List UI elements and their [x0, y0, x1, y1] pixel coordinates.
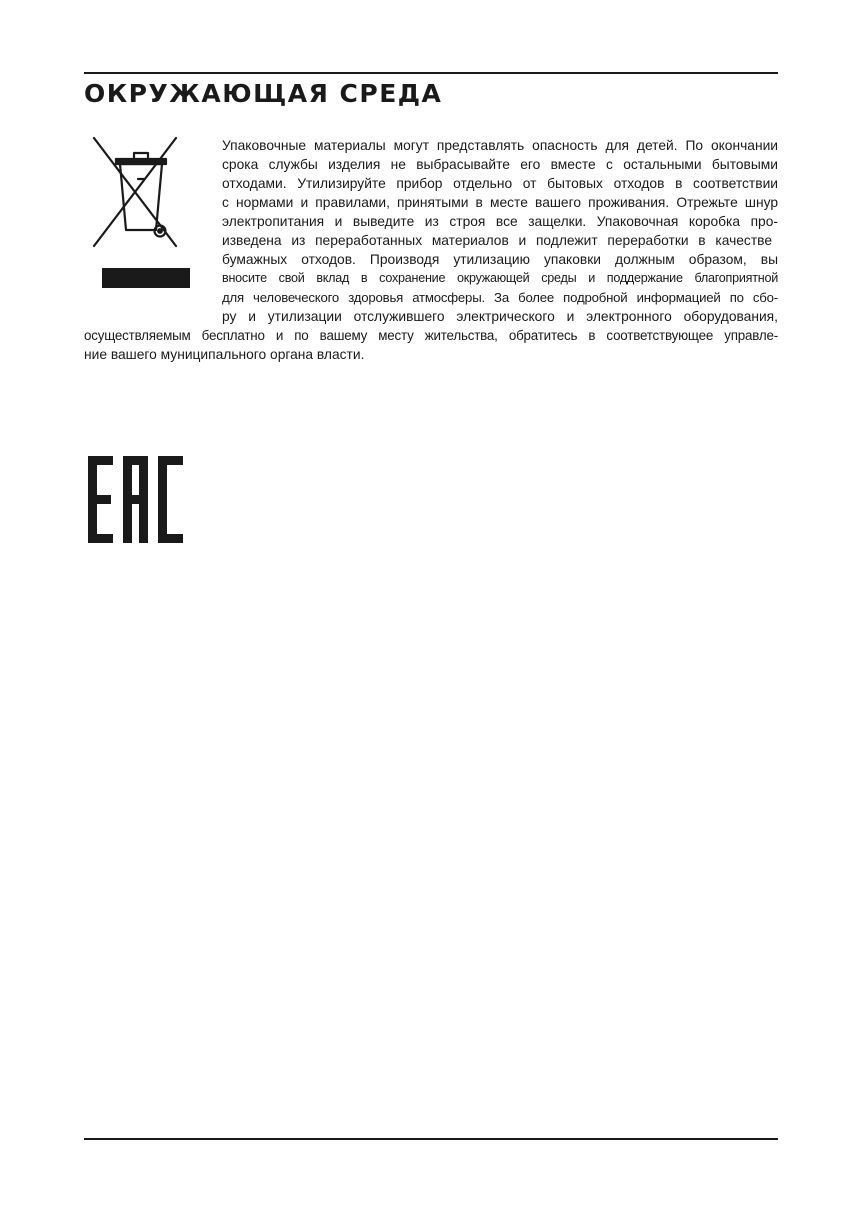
body-text-line: ру и утилизации отслужившего электрического и электронного оборудования, [222, 309, 778, 324]
body-text-line: ние вашего муниципального органа власти. [84, 347, 365, 362]
body-text-line: с нормами и правилами, принятыми в месте вашего проживания. Отрежьте шнур [222, 195, 778, 210]
eac-conformity-mark-icon [88, 456, 184, 543]
body-text-line: отходами. Утилизируйте прибор отдельно от бытовых отходов в соответствии [222, 176, 778, 191]
body-text-line: изведена из переработанных материалов и подлежит переработки в качестве [222, 233, 772, 248]
body-text-line: Упаковочные материалы могут представлять опасность для детей. По окончании [222, 138, 778, 153]
crossed-out-wheeled-bin-icon [90, 134, 180, 250]
body-text-line: срока службы изделия не выбрасывайте его вместе с остальными бытовыми [222, 157, 778, 172]
body-text-line: осуществляемым бесплатно и по вашему месту жительства, обратитесь в соответствующее управле- [84, 328, 778, 343]
body-text-line: вносите свой вклад в сохранение окружающей среды и поддержание благоприятной [222, 271, 778, 285]
weee-black-bar [102, 268, 190, 288]
section-title: ОКРУЖАЮЩАЯ СРЕДА [84, 79, 443, 108]
body-text-line: бумажных отходов. Производя утилизацию упаковки должным образом, вы [222, 252, 778, 267]
top-rule [84, 72, 778, 74]
bottom-rule [84, 1138, 778, 1140]
body-text-line: для человеческого здоровья атмосферы. За более подробной информацией по сбо- [222, 290, 778, 305]
body-text-line: электропитания и выведите из строя все защелки. Упаковочная коробка про- [222, 214, 778, 229]
